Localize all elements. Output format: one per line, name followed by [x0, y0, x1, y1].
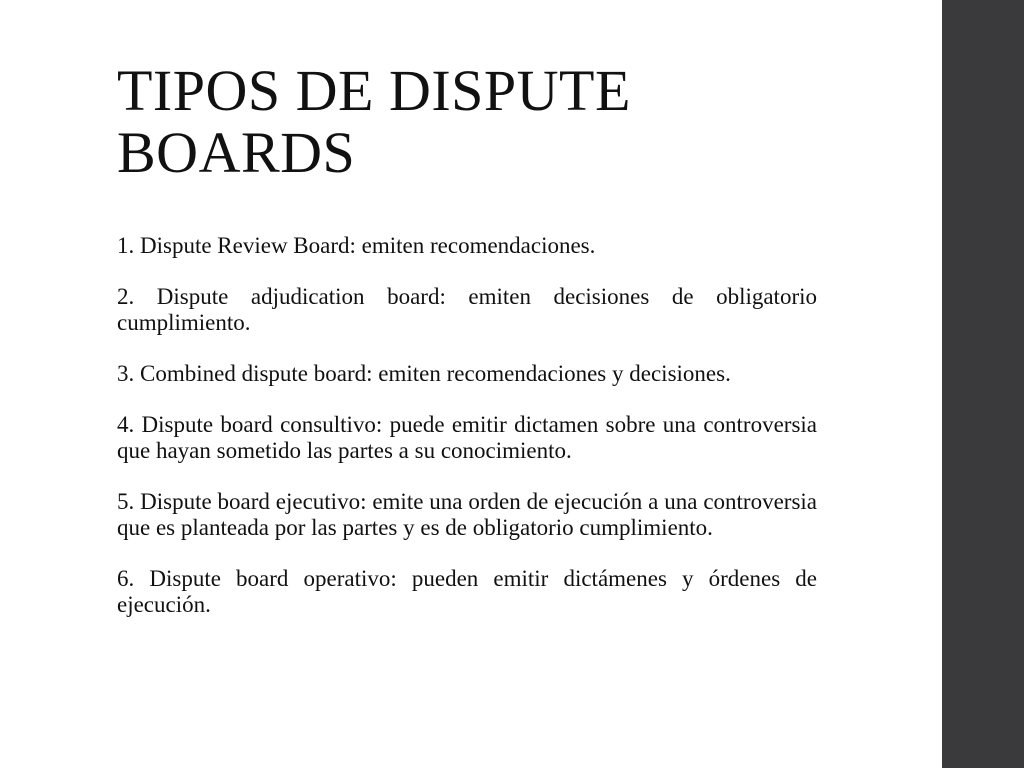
- list-item: 5. Dispute board ejecutivo: emite una orden de ejecución a una controversia que es planteada por las partes y es de obligatorio cumplimiento.: [117, 489, 817, 540]
- side-bar-decoration: [942, 0, 1024, 768]
- slide-title: TIPOS DE DISPUTE BOARDS: [117, 58, 631, 185]
- slide-content: [117, 233, 817, 643]
- list-item: 1. Dispute Review Board: emiten recomendaciones.: [117, 233, 596, 258]
- list-item: 6. Dispute board operativo: pueden emitir dictámenes y órdenes de ejecución.: [117, 566, 817, 617]
- list-item: 3. Combined dispute board: emiten recomendaciones y decisiones.: [117, 361, 731, 386]
- list-item: 4. Dispute board consultivo: puede emitir dictamen sobre una controversia que hayan sometido las partes a su conocimiento.: [117, 412, 817, 463]
- list-item: 2. Dispute adjudication board: emiten decisiones de obligatorio cumplimiento.: [117, 284, 817, 335]
